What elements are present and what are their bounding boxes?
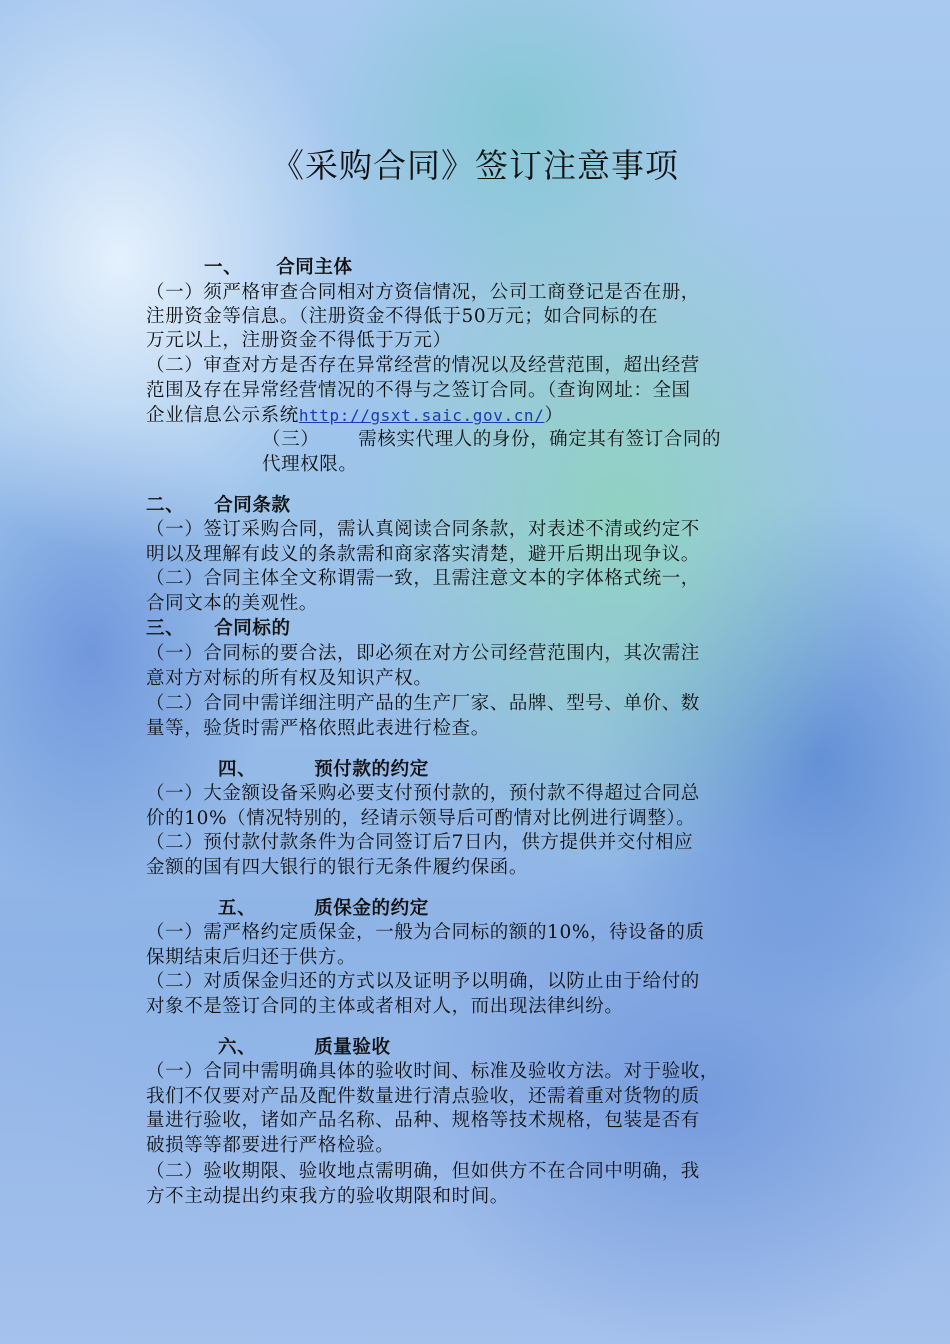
paragraph-line: （一）合同中需明确具体的验收时间、标准及验收方法。对于验收， [146,1061,720,1082]
paragraph-line: （一）须严格审查合同相对方资信情况，公司工商登记是否在册， [146,282,700,303]
section-title: 合同主体 [276,257,353,278]
paragraph-line: 意对方对标的所有权及知识产权。 [146,668,433,689]
paragraph-line: （二）对质保金归还的方式以及证明予以明确，以防止由于给付的 [146,971,700,992]
paragraph-text: ） [544,405,564,426]
section-number: 五、 [218,898,257,919]
page-title: 《采购合同》签订注意事项 [271,146,679,185]
paragraph-line: 破损等等都要进行严格检验。 [146,1135,395,1156]
paragraph-line: （一）合同标的要合法，即必须在对方公司经营范围内，其次需注 [146,643,700,664]
paragraph-line: 对象不是签订合同的主体或者相对人，而出现法律纠纷。 [146,996,624,1017]
section-heading [218,1036,391,1060]
paragraph-line: 注册资金等信息。（注册资金不得低于50万元；如合同标的在 [146,306,659,327]
paragraph-line: 价的10%（情况特别的，经请示领导后可酌情对比例进行调整）。 [146,808,696,829]
section-heading [146,617,291,641]
section-title: 预付款的约定 [314,759,429,780]
section-heading [218,758,429,782]
paragraph-line: （一）大金额设备采购必要支付预付款的，预付款不得超过合同总 [146,783,700,804]
section-number: 二、 [146,495,185,516]
paragraph-line: 合同文本的美观性。 [146,593,318,614]
paragraph-line: 范围及存在异常经营情况的不得与之签订合同。（查询网址：全国 [146,380,691,401]
section-title: 质保金的约定 [314,898,429,919]
section-number: 一、 [204,257,243,278]
paragraph-line: 量等，验货时需严格依照此表进行检查。 [146,718,490,739]
section-title: 合同标的 [214,618,291,639]
paragraph-line [146,404,564,428]
paragraph-line: 我们不仅要对产品及配件数量进行清点验收，还需着重对货物的质 [146,1086,700,1107]
website-link[interactable]: http://gsxt.saic.gov.cn/ [298,406,545,425]
section-title: 合同条款 [214,495,291,516]
paragraph-line: （二）预付款付款条件为合同签订后7日内，供方提供并交付相应 [146,832,694,853]
section-number: 六、 [218,1037,257,1058]
paragraph-line: 金额的国有四大银行的银行无条件履约保函。 [146,857,529,878]
section-number: 三、 [146,618,185,639]
section-heading [218,897,429,921]
paragraph-line: （三） 需核实代理人的身份，确定其有签订合同的 [262,429,722,450]
paragraph-line: （二）合同主体全文称谓需一致，且需注意文本的字体格式统一， [146,568,700,589]
paragraph-line: 方不主动提出约束我方的验收期限和时间。 [146,1186,509,1207]
paragraph-line: 明以及理解有歧义的条款需和商家落实清楚，避开后期出现争议。 [146,544,700,565]
paragraph-line: （二）验收期限、验收地点需明确，但如供方不在合同中明确，我 [146,1161,700,1182]
paragraph-line: 代理权限。 [262,454,358,475]
paragraph-line: 量进行验收，诸如产品名称、品种、规格等技术规格，包装是否有 [146,1110,700,1131]
paragraph-line: （二）合同中需详细注明产品的生产厂家、品牌、型号、单价、数 [146,693,700,714]
section-heading [146,494,291,518]
paragraph-line: 保期结束后归还于供方。 [146,947,357,968]
section-heading [204,256,353,280]
paragraph-line: （二）审查对方是否存在异常经营的情况以及经营范围，超出经营 [146,355,700,376]
section-number: 四、 [218,759,257,780]
section-title: 质量验收 [314,1037,391,1058]
paragraph-line: （一）需严格约定质保金，一般为合同标的额的10%，待设备的质 [146,922,705,943]
paragraph-line: 万元以上，注册资金不得低于万元） [146,330,452,351]
paragraph-text: 企业信息公示系统 [146,405,299,426]
paragraph-line: （一）签订采购合同，需认真阅读合同条款，对表述不清或约定不 [146,519,700,540]
